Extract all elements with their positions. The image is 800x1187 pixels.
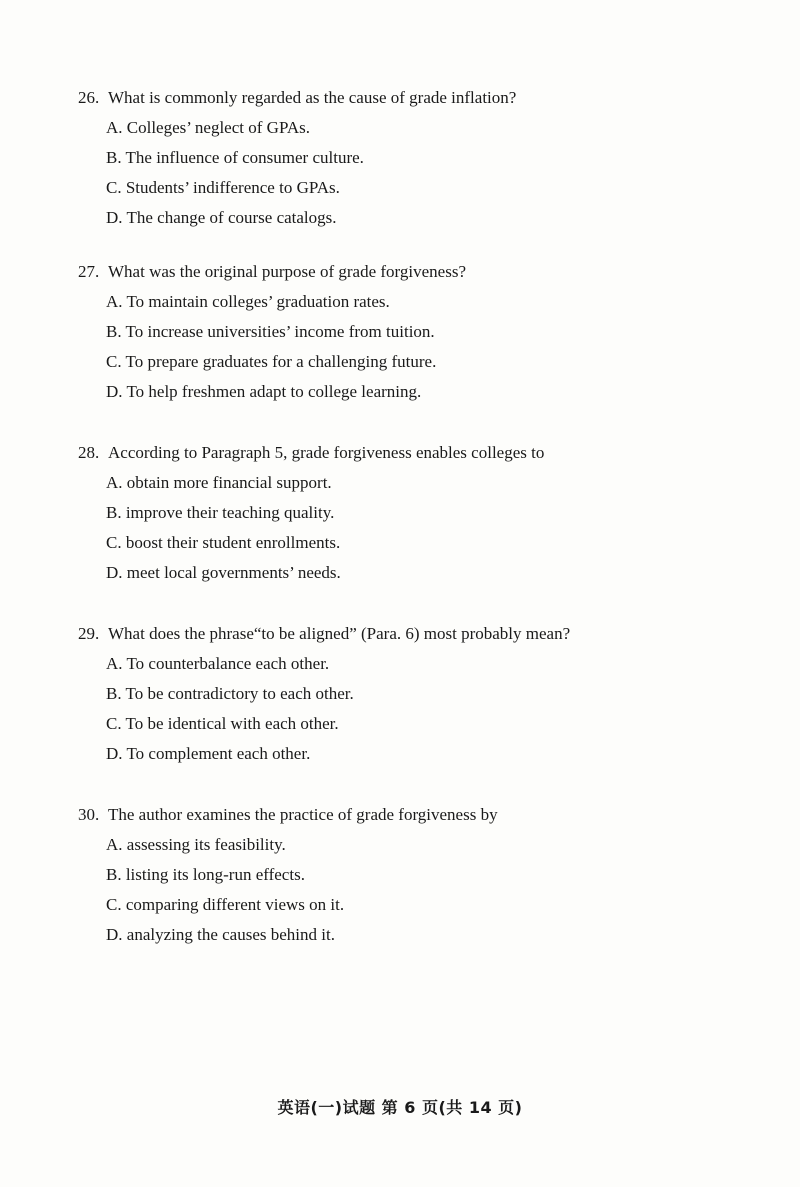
- question-number: 26.: [78, 88, 100, 107]
- option-d: D. To help freshmen adapt to college learning.: [106, 382, 422, 401]
- option-d: D. The change of course catalogs.: [106, 208, 337, 227]
- option-b: B. improve their teaching quality.: [106, 503, 335, 522]
- question-text: What was the original purpose of grade forgiveness?: [108, 262, 466, 281]
- question-text: What is commonly regarded as the cause of grade inflation?: [108, 88, 517, 107]
- option-b: B. To increase universities’ income from tuition.: [106, 322, 435, 341]
- option-a: A. obtain more financial support.: [106, 473, 332, 492]
- option-a: A. To counterbalance each other.: [106, 654, 330, 673]
- question-text: What does the phrase“to be aligned” (Para. 6) most probably mean?: [108, 624, 571, 643]
- question-28: [78, 438, 758, 588]
- option-d: D. To complement each other.: [106, 744, 311, 763]
- option-a: A. To maintain colleges’ graduation rates.: [106, 292, 390, 311]
- question-stem: [78, 438, 758, 468]
- question-text: The author examines the practice of grade forgiveness by: [108, 805, 498, 824]
- option-a: A. Colleges’ neglect of GPAs.: [106, 118, 310, 137]
- question-stem: [78, 83, 758, 113]
- option-a: A. assessing its feasibility.: [106, 835, 286, 854]
- option-d: D. meet local governments’ needs.: [106, 563, 341, 582]
- question-number: 28.: [78, 443, 100, 462]
- question-stem: [78, 619, 758, 649]
- option-b: B. listing its long-run effects.: [106, 865, 305, 884]
- question-number: 30.: [78, 805, 100, 824]
- option-c: C. To prepare graduates for a challenging future.: [106, 352, 437, 371]
- option-c: C. comparing different views on it.: [106, 895, 345, 914]
- page-footer: 英语(一)试题 第 6 页(共 14 页): [277, 1098, 523, 1117]
- question-27: [78, 257, 758, 407]
- question-stem: [78, 800, 758, 830]
- option-c: C. To be identical with each other.: [106, 714, 339, 733]
- question-30: [78, 800, 758, 950]
- question-stem: [78, 257, 758, 287]
- question-number: 29.: [78, 624, 100, 643]
- question-text: According to Paragraph 5, grade forgiveness enables colleges to: [108, 443, 545, 462]
- option-d: D. analyzing the causes behind it.: [106, 925, 335, 944]
- option-c: C. boost their student enrollments.: [106, 533, 341, 552]
- option-b: B. To be contradictory to each other.: [106, 684, 354, 703]
- question-number: 27.: [78, 262, 100, 281]
- question-26: [78, 83, 758, 233]
- question-29: [78, 619, 758, 769]
- option-c: C. Students’ indifference to GPAs.: [106, 178, 340, 197]
- option-b: B. The influence of consumer culture.: [106, 148, 364, 167]
